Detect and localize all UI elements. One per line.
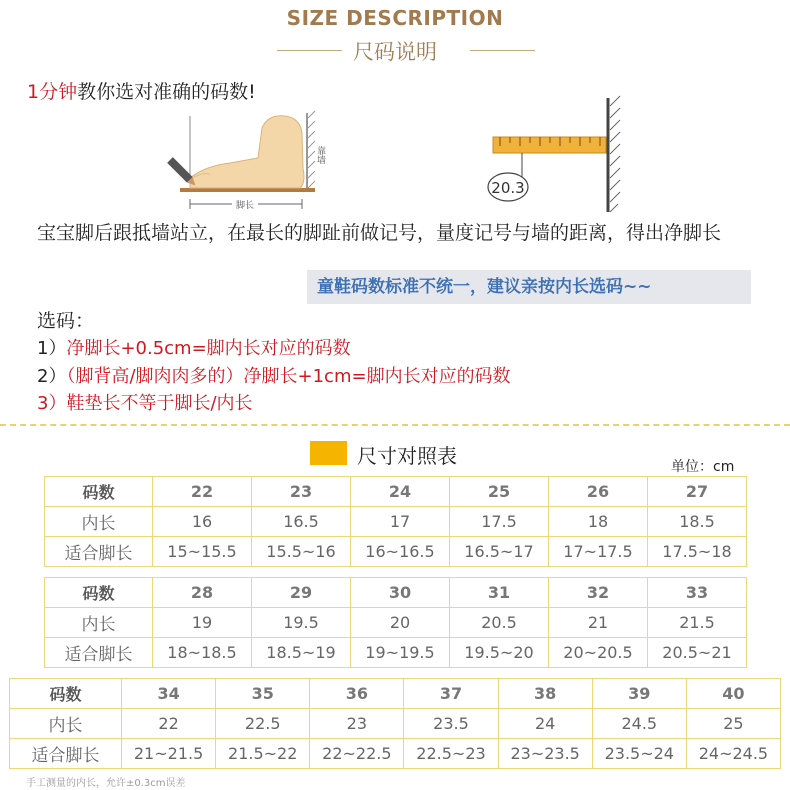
pick-rule-text: 净脚长+0.5cm=脚内长对应的码数 [66, 338, 351, 359]
table-row-fit [45, 537, 747, 567]
fit-cell: 16~16.5 [351, 537, 450, 567]
size-table-block-2 [44, 577, 747, 668]
size-cell: 31 [450, 578, 549, 608]
table-row-inner [45, 608, 747, 638]
inner-cell: 20.5 [450, 608, 549, 638]
intro-line [27, 77, 256, 104]
size-cell: 37 [404, 679, 498, 709]
footer-note: 手工测量的内长，允许±0.3cm误差 [26, 778, 186, 789]
inner-cell: 25 [686, 709, 780, 739]
table-row-size [10, 679, 781, 709]
fit-cell: 21.5~22 [216, 739, 310, 769]
table-row-inner [10, 709, 781, 739]
table-row-inner [45, 507, 747, 537]
size-cell: 27 [648, 477, 747, 507]
size-cell: 32 [549, 578, 648, 608]
foot-length-label: 脚长 [235, 201, 255, 211]
fit-cell: 23.5~24 [592, 739, 686, 769]
inner-cell: 19 [153, 608, 252, 638]
table-row-fit [10, 739, 781, 769]
fit-cell: 19~19.5 [351, 638, 450, 668]
fit-cell: 20~20.5 [549, 638, 648, 668]
inner-cell: 17.5 [450, 507, 549, 537]
size-cell: 22 [153, 477, 252, 507]
size-table-block-3 [9, 678, 781, 769]
header-divider-right [470, 50, 535, 51]
fit-cell: 22.5~23 [404, 739, 498, 769]
pick-rule-text: （脚背高/脚肉肉多的）净脚长+1cm=脚内长对应的码数 [66, 366, 511, 387]
pick-rule-number: 2） [37, 366, 67, 387]
size-cell: 28 [153, 578, 252, 608]
inner-cell: 23.5 [404, 709, 498, 739]
fit-cell: 18~18.5 [153, 638, 252, 668]
fit-cell: 21~21.5 [122, 739, 216, 769]
pick-rule-1 [37, 334, 351, 360]
size-cell: 33 [648, 578, 747, 608]
inner-cell: 17 [351, 507, 450, 537]
pick-rule-3 [37, 389, 253, 415]
inner-cell: 24.5 [592, 709, 686, 739]
fit-cell: 22~22.5 [310, 739, 404, 769]
header-subtitle: 尺码说明 [353, 40, 437, 64]
inner-cell: 21 [549, 608, 648, 638]
inner-cell: 18 [549, 507, 648, 537]
foot-illustration [150, 108, 330, 218]
table-row-size [45, 578, 747, 608]
row-label: 适合脚长 [10, 739, 122, 769]
size-cell: 35 [216, 679, 310, 709]
inner-cell: 19.5 [252, 608, 351, 638]
size-cell: 26 [549, 477, 648, 507]
row-label: 码数 [10, 679, 122, 709]
inner-cell: 22 [122, 709, 216, 739]
size-cell: 23 [252, 477, 351, 507]
inner-cell: 16 [153, 507, 252, 537]
inner-cell: 21.5 [648, 608, 747, 638]
measure-description: 宝宝脚后跟抵墙站立，在最长的脚趾前做记号，量度记号与墙的距离，得出净脚长 [37, 222, 722, 244]
size-table-block-1 [44, 476, 747, 567]
pick-rule-2 [37, 362, 511, 388]
inner-cell: 22.5 [216, 709, 310, 739]
row-label: 内长 [45, 608, 153, 638]
section-divider [0, 424, 790, 426]
row-label: 适合脚长 [45, 638, 153, 668]
fit-cell: 23~23.5 [498, 739, 592, 769]
row-label: 适合脚长 [45, 537, 153, 567]
fit-cell: 19.5~20 [450, 638, 549, 668]
pick-title: 选码： [37, 310, 95, 332]
pick-rule-number: 1） [37, 338, 67, 359]
row-label: 内长 [10, 709, 122, 739]
intro-highlight: 1分钟 [27, 81, 78, 103]
header-title: SIZE DESCRIPTION [286, 6, 504, 30]
fit-cell: 20.5~21 [648, 638, 747, 668]
size-cell: 40 [686, 679, 780, 709]
size-cell: 30 [351, 578, 450, 608]
ref-swatch [310, 441, 347, 465]
fit-cell: 16.5~17 [450, 537, 549, 567]
inner-cell: 20 [351, 608, 450, 638]
size-cell: 38 [498, 679, 592, 709]
fit-cell: 24~24.5 [686, 739, 780, 769]
table-row-size [45, 477, 747, 507]
fit-cell: 15~15.5 [153, 537, 252, 567]
intro-text: 教你选对准确的码数! [77, 81, 256, 103]
size-cell: 34 [122, 679, 216, 709]
size-cell: 24 [351, 477, 450, 507]
pick-rule-text: 3）鞋垫长不等于脚长/内长 [37, 393, 253, 414]
size-cell: 36 [310, 679, 404, 709]
inner-cell: 24 [498, 709, 592, 739]
measure-value: 20.3 [491, 179, 525, 197]
row-label: 码数 [45, 477, 153, 507]
inner-cell: 23 [310, 709, 404, 739]
unit-label: 单位：cm [671, 459, 735, 475]
note-banner: 童鞋码数标准不统一，建议亲按内长选码~~ [307, 270, 751, 304]
fit-cell: 18.5~19 [252, 638, 351, 668]
size-cell: 25 [450, 477, 549, 507]
row-label: 内长 [45, 507, 153, 537]
inner-cell: 16.5 [252, 507, 351, 537]
row-label: 码数 [45, 578, 153, 608]
fit-cell: 17.5~18 [648, 537, 747, 567]
size-cell: 29 [252, 578, 351, 608]
table-row-fit [45, 638, 747, 668]
fit-cell: 15.5~16 [252, 537, 351, 567]
ref-title: 尺寸对照表 [357, 444, 457, 468]
wall-label: 靠墙 [315, 146, 325, 164]
size-cell: 39 [592, 679, 686, 709]
inner-cell: 18.5 [648, 507, 747, 537]
fit-cell: 17~17.5 [549, 537, 648, 567]
ruler-illustration [470, 94, 640, 216]
